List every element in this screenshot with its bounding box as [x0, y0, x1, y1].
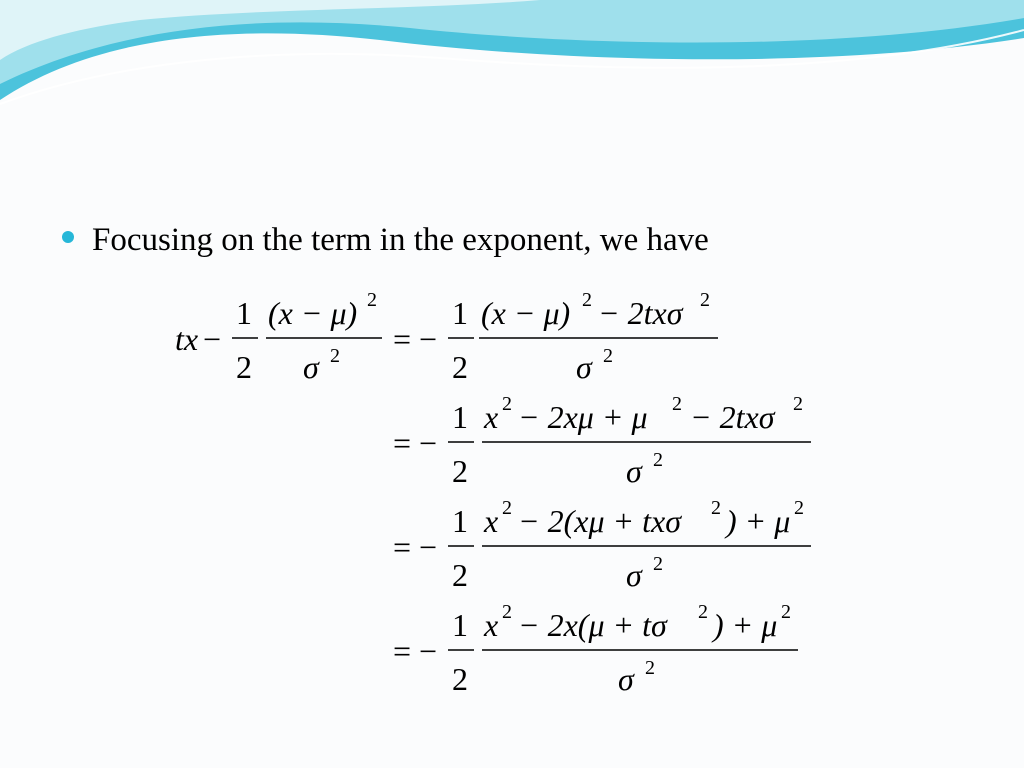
- numerator-term-a: x: [484, 399, 499, 435]
- numerator-term-c-exponent: 2: [781, 601, 791, 623]
- numerator-term-c-exponent: 2: [794, 497, 804, 519]
- half-denominator: 2: [452, 661, 468, 697]
- numerator-term-c: ) + μ: [713, 607, 778, 643]
- rhs-denominator: σ: [576, 349, 592, 385]
- numerator-term-c: ) + μ: [726, 503, 791, 539]
- lhs-numerator: (x − μ): [268, 295, 358, 331]
- numerator-term-c: − 2txσ: [690, 399, 775, 435]
- numerator-term-a: x: [484, 503, 499, 539]
- relation-2: = −: [393, 425, 438, 461]
- rhs-numerator: (x − μ): [481, 295, 571, 331]
- half-denominator: 2: [452, 453, 468, 489]
- denominator: σ: [618, 661, 634, 697]
- lhs-denominator-exponent: 2: [330, 345, 340, 367]
- relation-4: = −: [393, 633, 438, 669]
- half-numerator: 1: [236, 295, 252, 331]
- half-numerator: 1: [452, 503, 468, 539]
- equation-line-2: [393, 393, 811, 489]
- half-denominator: 2: [236, 349, 252, 385]
- relation-3: = −: [393, 529, 438, 565]
- equation-line-3: [393, 497, 811, 593]
- half-numerator: 1: [452, 607, 468, 643]
- lhs-denominator: σ: [303, 349, 319, 385]
- equation-line-1: [175, 289, 718, 385]
- numerator-term-b: − 2xμ + μ: [518, 399, 648, 435]
- denominator-exponent: 2: [653, 553, 663, 575]
- numerator-term-b: − 2(xμ + txσ: [518, 503, 681, 539]
- rhs-numerator-exponent: 2: [582, 289, 592, 311]
- half-denominator: 2: [452, 557, 468, 593]
- relation-1: = −: [393, 321, 438, 357]
- lhs-numerator-exponent: 2: [367, 289, 377, 311]
- numerator-term-b-exponent: 2: [698, 601, 708, 623]
- bullet-text: Focusing on the term in the exponent, we have: [92, 222, 709, 258]
- lhs-minus: −: [203, 321, 222, 357]
- rhs-numerator-tail-exponent: 2: [700, 289, 710, 311]
- denominator-exponent: 2: [653, 449, 663, 471]
- denominator-exponent: 2: [645, 657, 655, 679]
- numerator-term-c-exponent: 2: [793, 393, 803, 415]
- numerator-term-a-exponent: 2: [502, 601, 512, 623]
- numerator-term-b-exponent: 2: [672, 393, 682, 415]
- half-numerator: 1: [452, 399, 468, 435]
- equation-line-4: [393, 601, 798, 697]
- half-numerator: 1: [452, 295, 468, 331]
- lhs-prefix: tx: [175, 321, 199, 357]
- denominator: σ: [626, 453, 642, 489]
- numerator-term-a: x: [484, 607, 499, 643]
- denominator: σ: [626, 557, 642, 593]
- numerator-term-b-exponent: 2: [711, 497, 721, 519]
- numerator-term-a-exponent: 2: [502, 497, 512, 519]
- rhs-numerator-tail: − 2txσ: [598, 295, 683, 331]
- numerator-term-a-exponent: 2: [502, 393, 512, 415]
- rhs-denominator-exponent: 2: [603, 345, 613, 367]
- half-denominator: 2: [452, 349, 468, 385]
- numerator-term-b: − 2x(μ + tσ: [518, 607, 667, 643]
